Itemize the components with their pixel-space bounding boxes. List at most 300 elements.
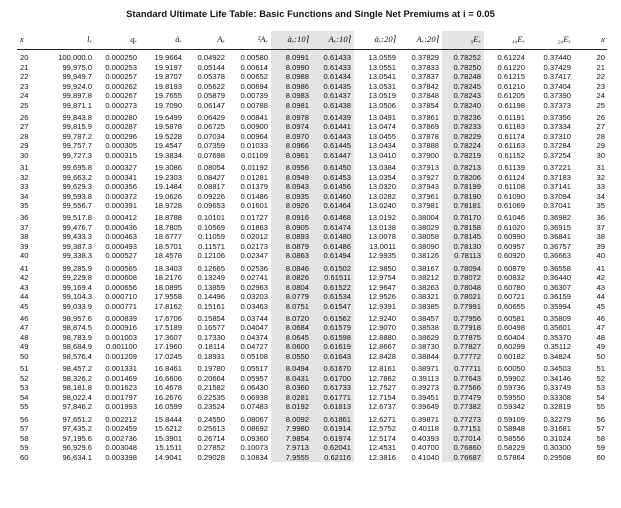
cell-2Ax: 0.01281 (240, 172, 268, 182)
table-row (17, 333, 607, 343)
cell-ax_20: 12.8667 (368, 342, 396, 352)
cell-ax_20: 12.4531 (368, 443, 396, 453)
cell-20Ex: 0.32279 (543, 414, 571, 424)
cell-ax_20: 12.8161 (368, 364, 396, 374)
cell-Ax_20: 0.38538 (411, 323, 439, 333)
cell-20Ex: 0.29508 (543, 452, 571, 462)
cell-10Ex: 0.61108 (498, 182, 525, 192)
cell-Ax_10: 0.61598 (312, 333, 354, 343)
cell-2Ax: 0.00652 (240, 72, 268, 81)
cell-ax_due: 18.3403 (154, 263, 182, 273)
cell-qx: 0.000656 (105, 282, 137, 292)
cell-ax_due: 18.5701 (154, 241, 182, 251)
column-header-ax_10: äₓ:10⌉ (271, 31, 312, 50)
cell-x: 20 (20, 53, 29, 62)
cell-ax_20: 13.0320 (368, 182, 396, 192)
cell-Ax_20: 0.37837 (411, 72, 439, 81)
table-row (17, 201, 607, 211)
table-row (17, 122, 607, 132)
cell-Ax_10: 0.61562 (312, 314, 354, 324)
cell-qx: 0.000262 (105, 81, 137, 91)
cell-Ax_20: 0.37927 (411, 172, 439, 182)
cell-Ax_10: 0.61511 (312, 273, 354, 283)
cell-x: 43 (20, 282, 29, 292)
cell-Ax_20: 0.39649 (411, 402, 439, 412)
cell-ax_20: 13.0474 (368, 122, 396, 132)
cell-Ax_20: 0.38385 (411, 301, 439, 311)
cell-x_r: 49 (596, 342, 605, 352)
cell-10Ex: 0.57864 (497, 452, 525, 462)
cell-10Ex: 0.61163 (498, 141, 525, 151)
cell-5Ex: 0.78130 (442, 242, 484, 252)
cell-5Ex: 0.78072 (442, 273, 484, 283)
cell-5Ex: 0.78233 (442, 122, 484, 132)
cell-10Ex: 0.58229 (497, 443, 525, 453)
cell-ax_10: 8.0949 (271, 173, 312, 183)
cell-ax_20: 13.0541 (368, 72, 396, 81)
cell-20Ex: 0.31681 (543, 424, 571, 434)
cell-ax_10: 8.0961 (271, 151, 312, 161)
cell-ax_10: 8.0974 (271, 122, 312, 132)
cell-10Ex: 0.61139 (498, 163, 525, 173)
cell-ax_due: 19.7655 (154, 91, 182, 100)
cell-ax_20: 13.0354 (368, 172, 396, 182)
cell-10Ex: 0.59736 (497, 383, 525, 393)
cell-Ax_10: 0.61494 (312, 251, 354, 261)
cell-qx: 0.000839 (105, 313, 137, 323)
cell-x: 37 (20, 222, 29, 232)
cell-2Ax: 0.04727 (240, 342, 268, 352)
cell-lx: 99,629.3 (62, 182, 92, 192)
cell-ax_10: 8.0192 (271, 402, 312, 412)
cell-ax_due: 17.1960 (154, 342, 182, 352)
cell-x: 53 (20, 383, 29, 393)
cell-ax_due: 18.7805 (154, 222, 182, 232)
table-row (17, 314, 607, 324)
cell-Ax: 0.21582 (197, 383, 225, 393)
cell-x: 41 (20, 263, 29, 273)
cell-qx: 0.000372 (105, 191, 137, 201)
cell-x: 27 (20, 122, 29, 132)
cell-2Ax: 0.00841 (240, 112, 268, 122)
cell-2Ax: 0.01379 (240, 182, 268, 192)
cell-lx: 99,285.9 (62, 263, 92, 273)
cell-ax_due: 18.8788 (154, 213, 182, 223)
cell-Ax_10: 0.61445 (312, 141, 354, 151)
cell-Ax: 0.23524 (197, 402, 225, 412)
cell-5Ex: 0.77273 (442, 415, 484, 425)
table-row (17, 242, 607, 252)
table-row (17, 182, 607, 192)
cell-Ax_10: 0.61547 (312, 302, 354, 312)
cell-x: 45 (20, 301, 29, 311)
cell-5Ex: 0.78252 (442, 50, 484, 63)
table-row (17, 232, 607, 242)
cell-ax_10: 8.0966 (271, 141, 312, 151)
cell-Ax_10: 0.61433 (312, 63, 354, 73)
cell-x_r: 23 (596, 81, 605, 91)
cell-20Ex: 0.37221 (543, 163, 571, 173)
cell-Ax_10: 0.61460 (312, 192, 354, 202)
cell-qx: 0.000305 (105, 141, 137, 151)
cell-qx: 0.000253 (105, 62, 137, 72)
cell-ax_due: 17.5189 (154, 323, 182, 333)
cell-x_r: 43 (596, 282, 605, 292)
cell-Ax: 0.13249 (197, 273, 225, 283)
cell-Ax_10: 0.61813 (312, 402, 354, 412)
cell-2Ax: 0.00694 (240, 81, 268, 91)
cell-ax_10: 8.0092 (271, 415, 312, 425)
cell-ax_10: 8.0751 (271, 302, 312, 312)
cell-10Ex: 0.60721 (497, 292, 525, 302)
cell-ax_due: 19.6499 (154, 112, 182, 122)
cell-2Ax: 0.01033 (240, 141, 268, 151)
cell-lx: 99,975.0 (62, 62, 92, 72)
cell-ax_20: 12.9647 (368, 282, 396, 292)
cell-ax_due: 16.2676 (154, 392, 182, 402)
cell-2Ax: 0.00614 (240, 62, 268, 72)
cell-20Ex: 0.37440 (543, 53, 571, 62)
table-row (17, 91, 607, 101)
cell-10Ex: 0.61152 (498, 150, 525, 160)
cell-10Ex: 0.60299 (497, 342, 525, 352)
column-header-Ax: Aₓ (185, 31, 228, 50)
cell-20Ex: 0.30300 (543, 443, 571, 453)
table-row (17, 393, 607, 403)
cell-ax_20: 12.5174 (368, 433, 396, 443)
cell-ax_20: 12.6737 (368, 402, 396, 412)
cell-x_r: 28 (596, 131, 605, 141)
cell-ax_10: 8.0986 (271, 82, 312, 92)
cell-x: 51 (20, 364, 29, 374)
cell-lx: 99,949.7 (62, 72, 92, 81)
cell-qx: 0.001209 (105, 351, 137, 361)
cell-2Ax: 0.00788 (240, 100, 268, 110)
table-row (17, 132, 607, 142)
table-row (17, 323, 607, 333)
cell-x_r: 50 (596, 351, 605, 361)
cell-Ax_10: 0.61700 (312, 374, 354, 384)
cell-ax_20: 12.9070 (368, 323, 396, 333)
cell-qx: 0.000315 (105, 150, 137, 160)
cell-2Ax: 0.02347 (240, 251, 268, 261)
cell-ax_10: 8.0970 (271, 132, 312, 142)
cell-ax_20: 13.0455 (368, 131, 396, 141)
cell-qx: 0.001623 (105, 383, 137, 393)
cell-qx: 0.000391 (105, 201, 137, 211)
cell-ax_20: 12.7527 (368, 383, 396, 393)
cell-Ax_20: 0.38126 (411, 251, 439, 261)
cell-x: 39 (20, 241, 29, 251)
cell-Ax_20: 0.38167 (411, 263, 439, 273)
cell-lx: 96,634.1 (62, 452, 92, 462)
cell-10Ex: 0.61069 (497, 201, 525, 211)
cell-5Ex: 0.78190 (442, 192, 484, 202)
cell-ax_10: 7.9555 (271, 453, 312, 463)
cell-20Ex: 0.37041 (543, 201, 571, 211)
cell-x: 21 (20, 62, 29, 72)
cell-x: 59 (20, 443, 29, 453)
cell-5Ex: 0.76860 (442, 443, 484, 453)
cell-5Ex: 0.78094 (442, 264, 484, 274)
cell-10Ex: 0.61124 (498, 172, 525, 182)
cell-Ax_10: 0.61771 (312, 393, 354, 403)
cell-x: 46 (20, 313, 29, 323)
cell-2Ax: 0.08692 (240, 424, 268, 434)
cell-x_r: 54 (596, 392, 605, 402)
cell-lx: 99,843.8 (62, 112, 92, 122)
cell-x_r: 42 (596, 273, 605, 283)
table-row (17, 113, 607, 123)
cell-x: 36 (20, 213, 29, 223)
cell-x_r: 39 (596, 241, 605, 251)
cell-Ax_10: 0.62116 (312, 453, 354, 463)
cell-5Ex: 0.77151 (442, 424, 484, 434)
cell-ax_10: 8.0684 (271, 323, 312, 333)
cell-20Ex: 0.34146 (543, 373, 571, 383)
cell-ax_20: 13.0011 (369, 241, 396, 251)
cell-ax_20: 13.0384 (368, 163, 396, 173)
cell-Ax: 0.10569 (197, 222, 225, 232)
cell-ax_20: 12.8428 (368, 351, 396, 361)
cell-10Ex: 0.59550 (497, 392, 525, 402)
cell-10Ex: 0.60581 (497, 313, 525, 323)
cell-5Ex: 0.77956 (442, 314, 484, 324)
cell-x: 22 (20, 72, 29, 81)
cell-Ax: 0.27852 (197, 443, 225, 453)
cell-5Ex: 0.77918 (442, 323, 484, 333)
cell-lx: 99,924.0 (62, 81, 92, 91)
cell-Ax: 0.09653 (197, 201, 225, 211)
cell-x: 24 (20, 91, 29, 100)
cell-10Ex: 0.60879 (497, 263, 525, 273)
cell-Ax_20: 0.37961 (411, 191, 439, 201)
cell-Ax_20: 0.38004 (411, 213, 439, 223)
cell-Ax_20: 0.40700 (411, 443, 439, 453)
cell-Ax_10: 0.61439 (312, 113, 354, 123)
cell-2Ax: 0.01192 (241, 163, 268, 173)
cell-20Ex: 0.34503 (543, 364, 571, 374)
cell-Ax_10: 0.61438 (312, 101, 354, 111)
cell-lx: 99,897.8 (62, 91, 92, 100)
cell-ax_20: 13.0491 (368, 112, 396, 122)
cell-qx: 0.000412 (105, 213, 137, 223)
cell-ax_10: 8.0550 (271, 352, 312, 362)
cell-x_r: 35 (596, 201, 605, 211)
cell-2Ax: 0.01863 (240, 222, 268, 232)
cell-x_r: 29 (596, 141, 605, 151)
cell-ax_10: 8.0983 (271, 91, 312, 101)
table-row (17, 443, 607, 453)
table-row (17, 434, 607, 444)
cell-ax_due: 15.6212 (154, 424, 182, 434)
cell-qx: 0.000267 (105, 91, 137, 100)
cell-5Ex: 0.78236 (442, 113, 484, 123)
cell-2Ax: 0.00739 (240, 91, 268, 100)
cell-Ax_20: 0.37869 (411, 122, 439, 132)
cell-Ax: 0.17330 (197, 332, 225, 342)
cell-5Ex: 0.78145 (442, 232, 484, 242)
cell-ax_due: 16.4678 (154, 383, 182, 393)
cell-qx: 0.000356 (105, 182, 137, 192)
cell-qx: 0.000327 (105, 163, 137, 173)
cell-x_r: 47 (596, 323, 605, 333)
cell-Ax: 0.15854 (197, 313, 225, 323)
cell-lx: 99,229.8 (62, 273, 92, 283)
cell-20Ex: 0.37254 (543, 150, 571, 160)
cell-ax_10: 8.0943 (271, 182, 312, 192)
cell-lx: 97,195.6 (62, 433, 92, 443)
cell-20Ex: 0.36663 (543, 251, 571, 261)
cell-Ax_20: 0.37861 (411, 112, 439, 122)
cell-lx: 99,871.1 (62, 100, 92, 110)
cell-lx: 99,033.9 (62, 301, 92, 311)
cell-Ax: 0.08817 (197, 182, 225, 192)
cell-20Ex: 0.37417 (543, 72, 571, 81)
cell-x_r: 53 (596, 383, 605, 393)
table-row (17, 264, 607, 274)
cell-ax_10: 8.0645 (271, 333, 312, 343)
cell-x_r: 57 (596, 424, 605, 434)
cell-lx: 98,684.9 (62, 342, 92, 352)
cell-10Ex: 0.59902 (497, 373, 525, 383)
cell-qx: 0.000916 (105, 323, 137, 333)
table-row (17, 141, 607, 151)
cell-lx: 99,727.3 (62, 150, 92, 160)
cell-Ax_10: 0.61456 (312, 182, 354, 192)
cell-Ax_20: 0.38321 (411, 292, 439, 302)
cell-Ax: 0.12665 (197, 263, 225, 273)
cell-qx: 0.000257 (105, 72, 137, 81)
column-header-ax_due: äₓ (140, 31, 185, 50)
cell-lx: 99,663.2 (62, 172, 92, 182)
cell-Ax: 0.08427 (197, 172, 225, 182)
cell-Ax: 0.22535 (197, 392, 225, 402)
life-table (17, 31, 607, 462)
cell-5Ex: 0.77479 (442, 393, 484, 403)
cell-5Ex: 0.78240 (442, 101, 484, 111)
column-header-2Ax: ²Aₓ (228, 31, 271, 50)
cell-Ax_20: 0.37888 (411, 141, 439, 151)
cell-x: 54 (20, 392, 29, 402)
cell-20Ex: 0.37429 (543, 62, 571, 72)
cell-5Ex: 0.78021 (442, 292, 484, 302)
cell-2Ax: 0.07483 (240, 402, 268, 412)
cell-Ax: 0.07359 (197, 141, 225, 151)
cell-ax_20: 13.0410 (368, 150, 396, 160)
cell-Ax_10: 0.61443 (312, 132, 354, 142)
cell-20Ex: 0.35370 (543, 332, 571, 342)
cell-10Ex: 0.61020 (497, 222, 525, 232)
cell-20Ex: 0.37373 (543, 100, 571, 110)
cell-2Ax: 0.10073 (240, 443, 268, 453)
cell-5Ex: 0.77643 (442, 374, 484, 384)
column-header-x_r: x (574, 31, 607, 50)
cell-ax_due: 19.0626 (154, 191, 182, 201)
cell-2Ax: 0.02012 (240, 232, 268, 242)
cell-Ax_20: 0.38212 (411, 273, 439, 283)
cell-x_r: 40 (596, 251, 605, 261)
cell-10Ex: 0.60957 (497, 241, 525, 251)
cell-10Ex: 0.61224 (497, 53, 525, 62)
cell-qx: 0.000771 (105, 301, 137, 311)
cell-2Ax: 0.05957 (240, 373, 268, 383)
cell-5Ex: 0.77382 (442, 402, 484, 412)
cell-Ax: 0.14496 (197, 292, 225, 302)
cell-2Ax: 0.09360 (240, 433, 268, 443)
cell-x: 32 (20, 172, 29, 182)
cell-x_r: 51 (596, 364, 605, 374)
cell-2Ax: 0.01486 (240, 191, 268, 201)
cell-x_r: 59 (596, 443, 605, 453)
table-row (17, 273, 607, 283)
cell-x_r: 55 (596, 402, 605, 412)
cell-qx: 0.000273 (105, 100, 137, 110)
cell-ax_due: 18.2176 (154, 273, 182, 283)
cell-lx: 99,593.8 (62, 191, 92, 201)
cell-2Ax: 0.02536 (240, 263, 268, 273)
cell-Ax: 0.05622 (197, 81, 225, 91)
cell-ax_20: 12.9391 (368, 301, 396, 311)
cell-ax_10: 8.0431 (271, 374, 312, 384)
cell-ax_due: 18.4578 (154, 251, 182, 261)
cell-Ax_10: 0.61437 (312, 91, 354, 101)
cell-lx: 98,576.4 (62, 351, 92, 361)
cell-20Ex: 0.36757 (543, 241, 571, 251)
cell-lx: 98,874.5 (62, 323, 92, 333)
cell-10Ex: 0.61183 (498, 122, 525, 132)
cell-ax_10: 8.0494 (271, 364, 312, 374)
cell-5Ex: 0.77991 (442, 302, 484, 312)
cell-ax_10: 8.0779 (271, 292, 312, 302)
cell-Ax_10: 0.61643 (312, 352, 354, 362)
cell-ax_due: 17.8162 (154, 301, 182, 311)
table-row (17, 364, 607, 374)
cell-x: 42 (20, 273, 29, 283)
cell-x_r: 24 (596, 91, 605, 100)
cell-5Ex: 0.78219 (442, 151, 484, 161)
cell-10Ex: 0.61205 (497, 91, 525, 100)
cell-x: 34 (20, 191, 29, 201)
cell-ax_20: 12.9240 (368, 313, 396, 323)
cell-10Ex: 0.60780 (497, 282, 525, 292)
cell-2Ax: 0.01109 (241, 150, 268, 160)
cell-10Ex: 0.60498 (497, 323, 525, 333)
cell-x: 52 (20, 373, 29, 383)
cell-x_r: 27 (596, 122, 605, 132)
cell-Ax_10: 0.62041 (312, 443, 354, 453)
cell-Ax_20: 0.38058 (411, 232, 439, 242)
cell-lx: 99,104.3 (62, 292, 92, 302)
cell-2Ax: 0.03744 (240, 313, 268, 323)
cell-qx: 0.001993 (105, 402, 137, 412)
cell-ax_10: 8.0990 (271, 63, 312, 73)
cell-ax_10: 8.0879 (271, 242, 312, 252)
cell-x: 28 (20, 131, 29, 141)
cell-ax_20: 12.7154 (368, 392, 396, 402)
cell-ax_due: 19.3086 (154, 163, 182, 173)
cell-Ax_20: 0.37848 (411, 91, 439, 100)
cell-ax_20: 13.0240 (368, 201, 396, 211)
cell-2Ax: 0.00580 (240, 53, 268, 62)
cell-ax_10: 7.9713 (271, 443, 312, 453)
cell-lx: 97,435.2 (62, 424, 92, 434)
cell-lx: 98,326.2 (62, 373, 92, 383)
cell-ax_due: 19.8707 (154, 72, 182, 81)
cell-x_r: 22 (596, 72, 605, 81)
cell-ax_20: 12.5752 (368, 424, 396, 434)
cell-20Ex: 0.36558 (543, 263, 571, 273)
